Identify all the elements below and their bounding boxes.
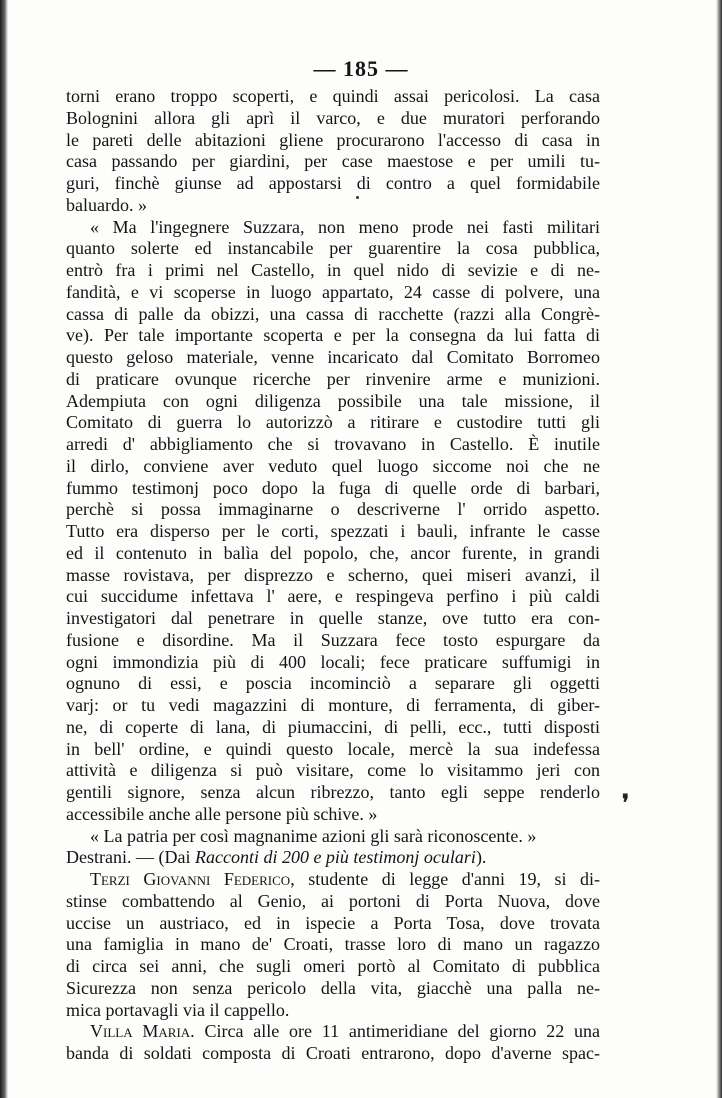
text-line: questo geloso materiale, venne incaricato dal Comitato Borromeo <box>66 347 600 367</box>
text-line: Bolognini allora gli aprì il varco, e due muratori perforando <box>66 107 600 128</box>
entry-name: Villa Maria <box>90 1021 191 1042</box>
text-line: una famiglia in mano de' Croati, trasse loro di mano un ragazzo <box>66 934 600 955</box>
text-line: accessibile anche alle persone più schive. » <box>66 803 378 824</box>
text-line: « Ma l'ingegnere Suzzara, non meno prode nei fasti militari <box>90 216 600 237</box>
text-line: cassa di palle da obizzi, una cassa di racchette (razzi alla Congrè- <box>66 303 600 324</box>
text-line: mica portavagli via il cappello. <box>66 999 290 1020</box>
text-line: Adempiuta con ogni diligenza possibile una tale missione, il <box>66 390 600 411</box>
text-line: Sicurezza non senza pericolo della vita, giacchè una palla ne- <box>66 977 600 998</box>
text-line: gentili signore, senza alcun ribrezzo, tanto egli seppe renderlo <box>66 782 600 802</box>
text-line: fummo testimonj poco dopo la fuga di quelle orde di barbari, <box>66 477 600 498</box>
citation-suffix: ). <box>475 847 487 868</box>
text-line: masse rovistava, per disprezzo e scherno, quei miseri avanzi, il <box>66 564 600 585</box>
text-line: quanto solerte ed instancabile per guarentire la cosa pubblica, <box>66 238 600 259</box>
text-line: varj: or tu vedi magazzini di monture, di ferramenta, di giber- <box>66 695 600 715</box>
text-line-entry <box>66 869 600 891</box>
text-line: guri, finchè giunse ad appostarsi di contro a quel formidabile <box>66 173 600 193</box>
citation-title: Racconti di 200 e più testimonj oculari <box>194 847 476 868</box>
text-line: ognuno di essi, e poscia incominciò a separare gli oggetti <box>66 673 600 694</box>
text-line: arredi d' abbigliamento che si trovavano in Castello. È inutile <box>66 434 600 454</box>
text-line: torni erano troppo scoperti, e quindi assai pericolosi. La casa <box>66 86 600 106</box>
body-text <box>66 86 600 1065</box>
text-line: attività e diligenza si può visitare, come lo visitammo jeri con <box>66 760 600 781</box>
page-right-shadow <box>716 0 722 1098</box>
text-line-entry <box>66 1021 600 1043</box>
text-line: baluardo. » <box>66 194 147 215</box>
text-line: Tutto era disperso per le corti, spezzati i bauli, infrante le casse <box>66 521 600 541</box>
text-line: fusione e disordine. Ma il Suzzara fece tosto espurgare da <box>66 629 600 650</box>
text-line: di praticare ovunque ricerche per rinvenire arme e munizioni. <box>66 368 600 389</box>
text-line: casa passando per giardini, per case maestose e per umili tu- <box>66 151 600 172</box>
text-line: Comitato di guerra lo autorizzò a ritirare e custodire tutti gli <box>66 412 600 433</box>
text-line: ed il contenuto in balìa del popolo, che, ancor furente, in grandi <box>66 542 600 563</box>
text-line: ogni immondizia più di 400 locali; fece praticare suffumigi in <box>66 651 600 672</box>
text-line: stinse combattendo al Genio, ai portoni di Porta Nuova, dove <box>66 890 600 911</box>
text-line: fandità, e vi scoperse in luogo appartato, 24 casse di polvere, una <box>66 281 600 302</box>
margin-mark: ❜ <box>622 790 630 815</box>
text-line: cui succidume infettava l' aere, e respingeva perfino i più caldi <box>66 586 600 607</box>
page-left-shadow <box>0 0 8 1098</box>
text-line: entrò fra i primi nel Castello, in quel nido di sevizie e di ne- <box>66 260 600 280</box>
text-line: ne, di coperte di lana, di piumaccini, di pelli, ecc., tutti disposti <box>66 716 600 737</box>
entry-name: Terzi Giovanni Federico <box>90 869 291 889</box>
text-line-citation <box>66 847 600 869</box>
text-line: le pareti delle abitazioni gliene procurarono l'accesso di casa in <box>66 129 600 150</box>
entry-text: , studente di legge d'anni 19, si di- <box>290 869 601 889</box>
entry-text: . Circa alle ore 11 antimeridiane del giorno 22 una <box>190 1021 600 1042</box>
citation-prefix: Destrani. — (Dai <box>66 847 195 868</box>
page-number: — 185 — <box>313 56 409 81</box>
text-line: il dirlo, conviene aver veduto quel luogo siccome noi che ne <box>66 455 600 476</box>
text-line: investigatori dal penetrare in quelle stanze, ove tutto era con- <box>66 608 600 628</box>
text-line: ve). Per tale importante scoperta e per la consegna da lui fatta di <box>66 325 600 346</box>
text-line: uccise un austriaco, ed in ispecie a Porta Tosa, dove trovata <box>66 912 600 933</box>
text-line: « La patria per così magnanime azioni gli sarà riconoscente. » <box>90 825 537 846</box>
text-line: banda di soldati composta di Croati entrarono, dopo d'averne spac- <box>66 1043 600 1063</box>
text-line: di circa sei anni, che sugli omeri portò al Comitato di pubblica <box>66 956 600 976</box>
text-line: in bell' ordine, e quindi questo locale, mercè la sua indefessa <box>66 738 600 759</box>
text-line: perchè si possa immaginarne o descriverne l' orrido aspetto. <box>66 499 600 520</box>
